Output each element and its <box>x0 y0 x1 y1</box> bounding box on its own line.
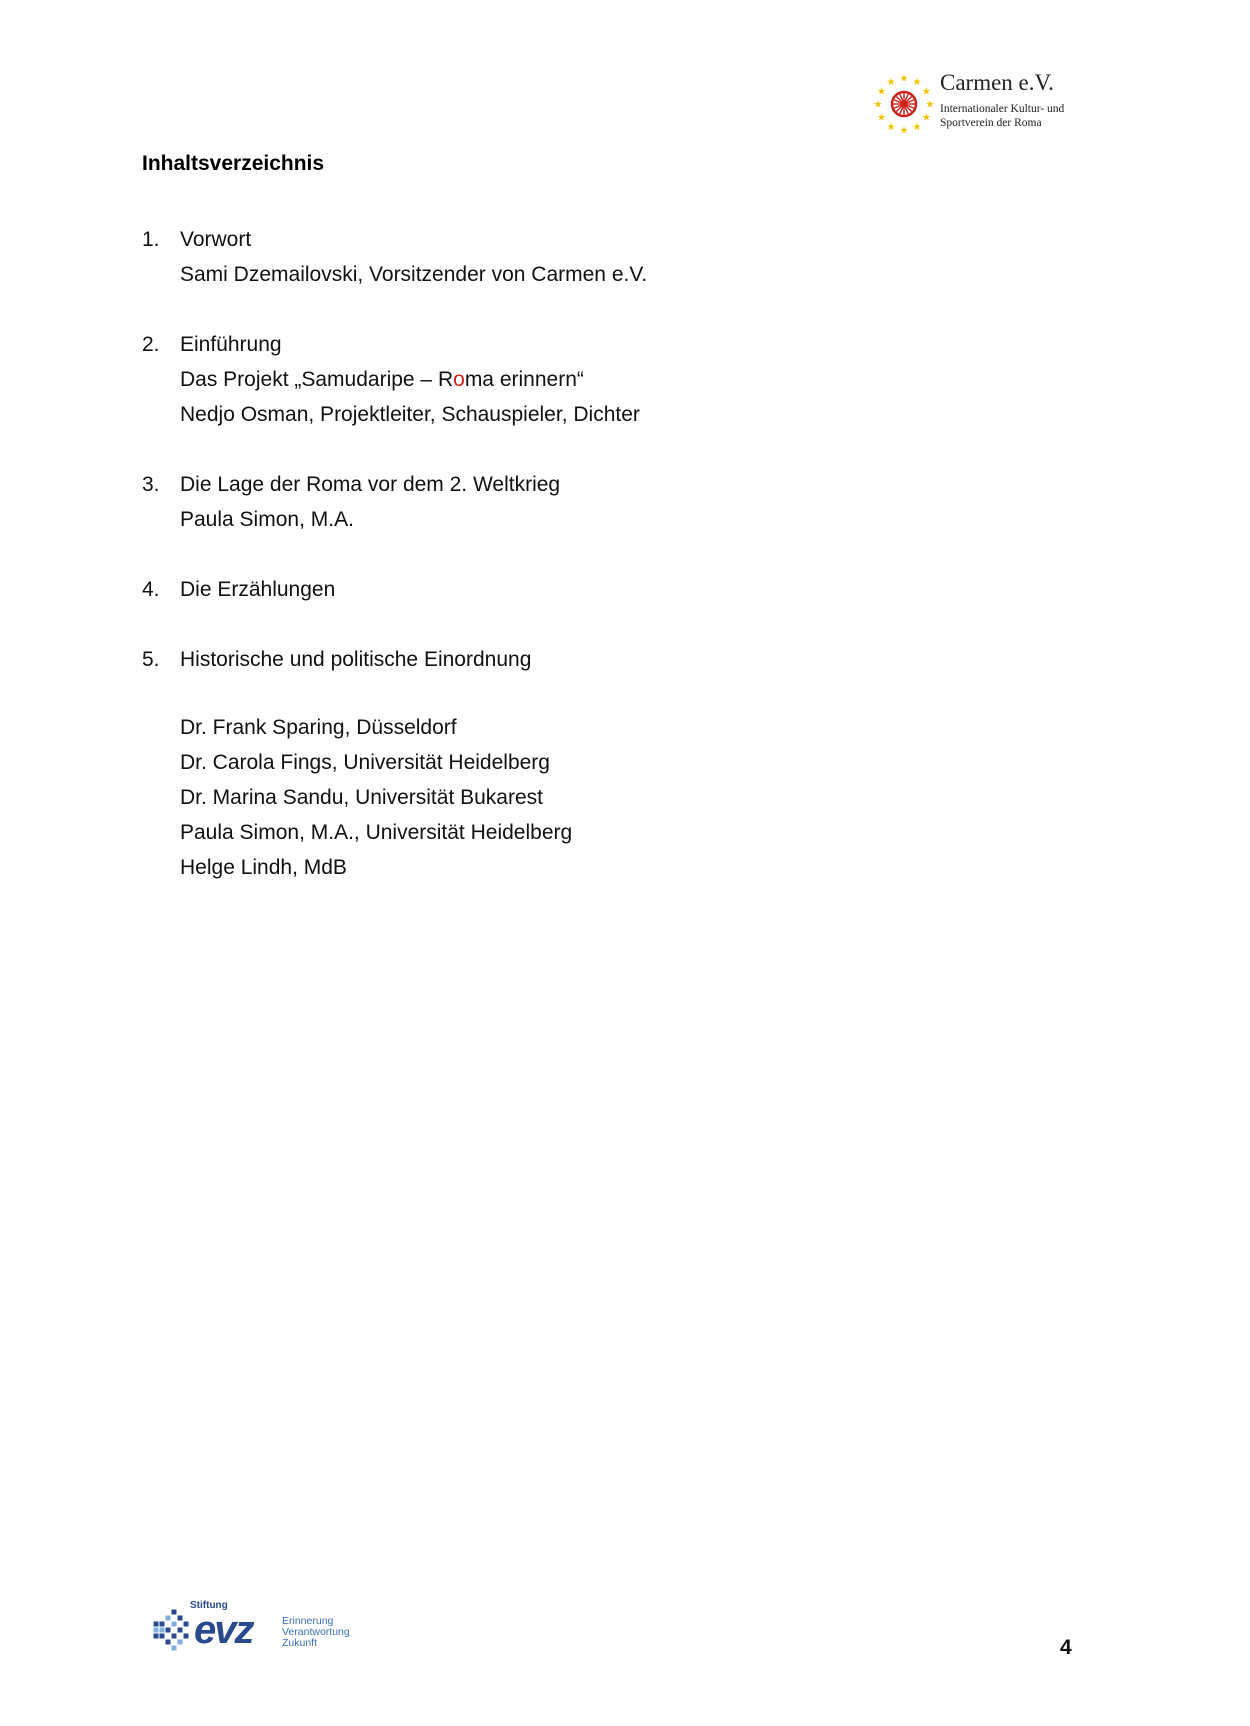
evz-tagline-line: Erinnerung <box>282 1615 334 1627</box>
subtitle-highlight-letter: o <box>453 368 465 391</box>
toc-entry-title: Vorwort <box>180 228 252 251</box>
subtitle-part-before: Das Projekt „Samudaripe – R <box>180 368 454 391</box>
star-icon: ★ <box>922 112 932 124</box>
toc-entry-number: 3. <box>142 473 160 496</box>
star-icon: ★ <box>886 76 896 88</box>
toc-entry-author: Paula Simon, M.A. <box>180 508 354 531</box>
contributor: Dr. Carola Fings, Universität Heidelberg <box>180 751 550 774</box>
star-icon: ★ <box>922 86 932 98</box>
toc-entry-title: Einführung <box>180 333 282 356</box>
toc-list <box>142 222 942 677</box>
evz-stiftung-label: Stiftung <box>190 1600 228 1611</box>
star-icon: ★ <box>912 76 922 88</box>
evz-wordmark: evz <box>194 1608 253 1652</box>
toc-entry-number: 5. <box>142 648 160 671</box>
evz-logo <box>150 1600 370 1660</box>
contributor: Dr. Marina Sandu, Universität Bukarest <box>180 786 543 809</box>
contributors-list <box>180 710 572 885</box>
org-name: Carmen e.V. <box>940 70 1054 95</box>
toc-entry-title: Die Erzählungen <box>180 578 336 601</box>
toc-entry-number: 4. <box>142 578 160 601</box>
toc-entry-title: Historische und politische Einordnung <box>180 648 532 671</box>
evz-tagline-line: Verantwortung <box>282 1626 350 1638</box>
contributor: Paula Simon, M.A., Universität Heidelberg <box>180 821 573 844</box>
org-subtitle-line1: Internationaler Kultur- und <box>940 103 1065 115</box>
toc-entry-author: Nedjo Osman, Projektleiter, Schauspieler, Dichter <box>180 403 640 426</box>
org-subtitle <box>940 102 1090 130</box>
subtitle-part-after: ma erinnern“ <box>464 368 584 391</box>
contributor: Helge Lindh, MdB <box>180 856 347 879</box>
star-icon: ★ <box>899 125 909 136</box>
toc-entry-number: 1. <box>142 228 160 251</box>
star-icon: ★ <box>873 99 883 111</box>
toc-entry-3 <box>142 467 942 537</box>
org-subtitle-line2: Sportverein der Roma <box>940 117 1042 129</box>
toc-entry-1 <box>142 222 942 292</box>
star-icon: ★ <box>925 99 935 111</box>
toc-entry-subtitle <box>180 362 942 397</box>
evz-dots-icon <box>150 1606 198 1654</box>
toc-entry-2 <box>142 327 942 432</box>
roma-wheel-stars-icon <box>872 72 936 136</box>
page-number: 4 <box>1060 1636 1072 1659</box>
carmen-logo <box>872 70 1092 140</box>
toc-entry-author: Sami Dzemailovski, Vorsitzender von Carmen e.V. <box>180 263 648 286</box>
evz-tagline-line: Zukunft <box>282 1637 318 1649</box>
star-icon: ★ <box>912 122 922 134</box>
evz-tagline <box>282 1616 350 1649</box>
toc-entry-4 <box>142 572 942 607</box>
star-icon: ★ <box>876 112 886 124</box>
toc-heading: Inhaltsverzeichnis <box>142 152 325 175</box>
toc-entry-5 <box>142 642 942 677</box>
contributor: Dr. Frank Sparing, Düsseldorf <box>180 716 457 739</box>
toc-entry-title: Die Lage der Roma vor dem 2. Weltkrieg <box>180 473 561 496</box>
star-icon: ★ <box>886 122 896 134</box>
toc-entry-number: 2. <box>142 333 160 356</box>
star-icon: ★ <box>876 86 886 98</box>
star-icon: ★ <box>899 73 909 85</box>
